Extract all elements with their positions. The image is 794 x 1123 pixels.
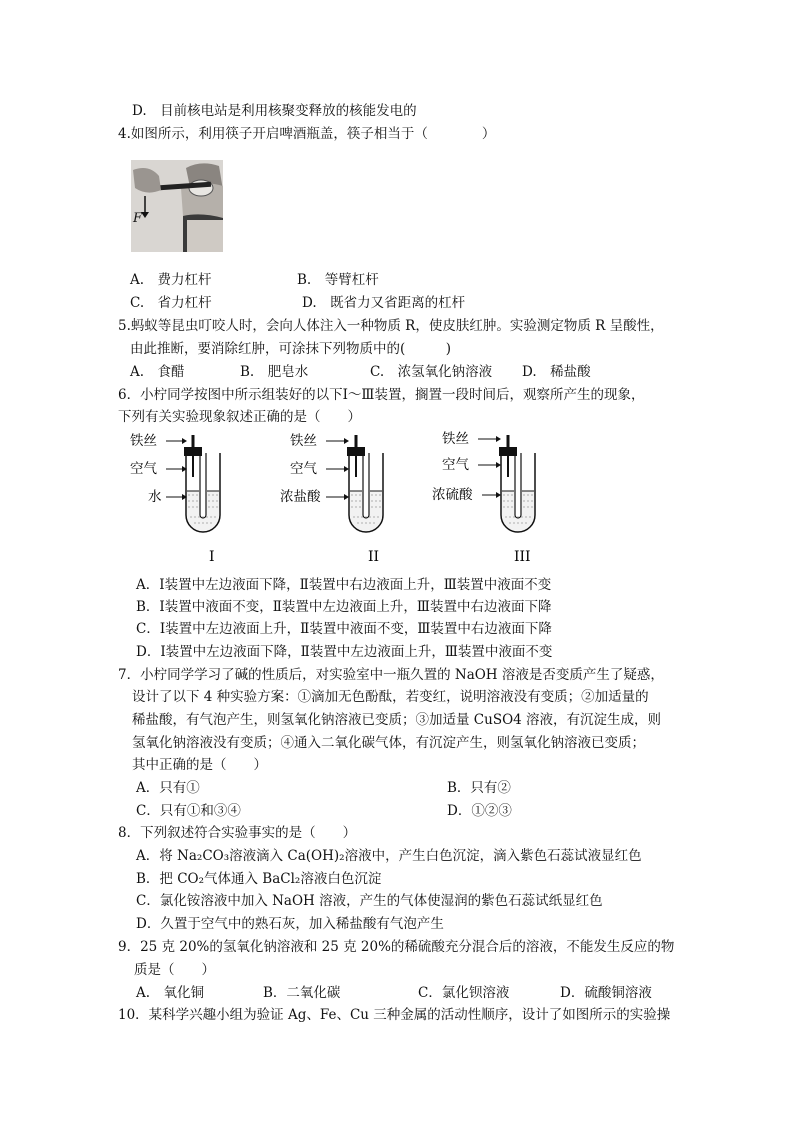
q7-stem-line1: 7．小柠同学学习了碱的性质后，对实验室中一瓶久置的 NaOH 溶液是否变质产生了疑惑，: [118, 667, 664, 683]
q8-option-c: C．氯化铵溶液中加入 NaOH 溶液，产生的气体使湿润的紫色石蕊试纸显红色: [136, 893, 603, 909]
q6-option-d: D．Ⅰ装置中左边液面下降，Ⅱ装置中左边液面上升，Ⅲ装置中液面不变: [136, 644, 553, 660]
q9-option-d: D．硫酸铜溶液: [560, 985, 652, 1001]
q6-option-b: B．Ⅰ装置中液面不变，Ⅱ装置中左边液面上升，Ⅲ装置中右边液面下降: [136, 599, 552, 615]
q8-option-d: D．久置于空气中的熟石灰，加入稀盐酸有气泡产生: [136, 916, 444, 932]
tube1-air-label: 空气: [130, 461, 157, 477]
q5-option-b: B. 肥皂水: [240, 364, 309, 380]
q4-option-b: B. 等臂杠杆: [297, 272, 379, 288]
q7-stem-line2: 设计了以下 4 种实验方案：①滴加无色酚酞，若变红，说明溶液没有变质；②加适量的: [132, 689, 649, 705]
tube3-wire-label: 铁丝: [442, 431, 469, 447]
u-tube-1: [130, 432, 220, 565]
q10-stem-line1: 10．某科学兴趣小组为验证 Ag、Fe、Cu 三种金属的活动性顺序，设计了如图所示的实验操: [118, 1007, 671, 1023]
q7-stem-line4: 氢氧化钠溶液没有变质；④通入二氧化碳气体，有沉淀产生，则氢氧化钠溶液已变质；: [132, 735, 645, 751]
tube2-wire-label: 铁丝: [290, 433, 317, 449]
tube1-liquid-label: 水: [148, 489, 162, 505]
tube1-roman-label: I: [209, 549, 215, 565]
q7-stem-line3: 稀盐酸，有气泡产生，则氢氧化钠溶液已变质；③加适量 CuSO4 溶液，有沉淀生成，则: [132, 712, 662, 728]
q6-stem-line1: 6．小柠同学按图中所示组装好的以下Ⅰ～Ⅲ装置，搁置一段时间后，观察所产生的现象，: [118, 387, 645, 403]
q6-stem-line2: 下列有关实验现象叙述正确的是（ ）: [118, 409, 361, 425]
q7-option-c: C．只有①和③④: [136, 803, 241, 819]
q5-stem-line1: 5.蚂蚁等昆虫叮咬人时，会向人体注入一种物质 R，使皮肤红肿。实验测定物质 R 呈酸性，: [118, 318, 664, 334]
u-tube-diagram: [120, 425, 600, 570]
tube3-liquid-label: 浓硫酸: [432, 487, 473, 503]
q3-option-d: D. 目前核电站是利用核聚变释放的核能发电的: [132, 103, 417, 119]
q9-option-c: C．氯化钡溶液: [418, 985, 510, 1001]
force-label: F: [133, 211, 143, 226]
tube2-liquid-label: 浓盐酸: [280, 489, 321, 505]
u-tube-2: [280, 432, 383, 565]
q6-option-c: C．Ⅰ装置中左边液面上升，Ⅱ装置中液面不变，Ⅲ装置中右边液面下降: [136, 621, 552, 637]
q7-stem-line5: 其中正确的是（ ）: [132, 757, 267, 773]
q4-option-d: D. 既省力又省距离的杠杆: [302, 295, 466, 311]
tube2-air-label: 空气: [290, 461, 317, 477]
tube3-roman-label: III: [514, 549, 531, 565]
q6-option-a: A．Ⅰ装置中左边液面下降，Ⅱ装置中右边液面上升，Ⅲ装置中液面不变: [136, 577, 552, 593]
q5-option-a: A. 食醋: [130, 364, 185, 380]
q4-stem: 4.如图所示，利用筷子开启啤酒瓶盖，筷子相当于（ ）: [118, 126, 496, 142]
tube3-air-label: 空气: [442, 457, 469, 473]
q8-option-a: A．将 Na₂CO₃溶液滴入 Ca(OH)₂溶液中，产生白色沉淀，滴入紫色石蕊试液显红色: [136, 848, 642, 864]
q4-option-c: C. 省力杠杆: [130, 295, 212, 311]
bottle-opening-photo: [131, 160, 223, 252]
q8-stem: 8．下列叙述符合实验事实的是（ ）: [118, 825, 357, 841]
q7-option-b: B．只有②: [447, 780, 511, 796]
q7-option-a: A．只有①: [136, 780, 200, 796]
u-tube-3: [432, 430, 535, 565]
q9-stem-line1: 9．25 克 20%的氢氧化钠溶液和 25 克 20%的稀硫酸充分混合后的溶液，不能发生反应的物: [118, 939, 675, 955]
q9-option-a: A. 氧化铜: [136, 985, 205, 1001]
q4-option-a: A. 费力杠杆: [130, 272, 212, 288]
q5-stem-line2: 由此推断，要消除红肿，可涂抹下列物质中的( ): [130, 341, 452, 357]
q5-option-d: D. 稀盐酸: [522, 364, 591, 380]
tube2-roman-label: II: [368, 549, 380, 565]
q7-option-d: D．①②③: [447, 803, 512, 819]
q8-option-b: B．把 CO₂气体通入 BaCl₂溶液白色沉淀: [136, 871, 382, 887]
q5-option-c: C. 浓氢氧化钠溶液: [370, 364, 493, 380]
tube1-wire-label: 铁丝: [130, 433, 157, 449]
q9-stem-line2: 质是（ ）: [134, 962, 215, 978]
q9-option-b: B．二氧化碳: [263, 985, 341, 1001]
